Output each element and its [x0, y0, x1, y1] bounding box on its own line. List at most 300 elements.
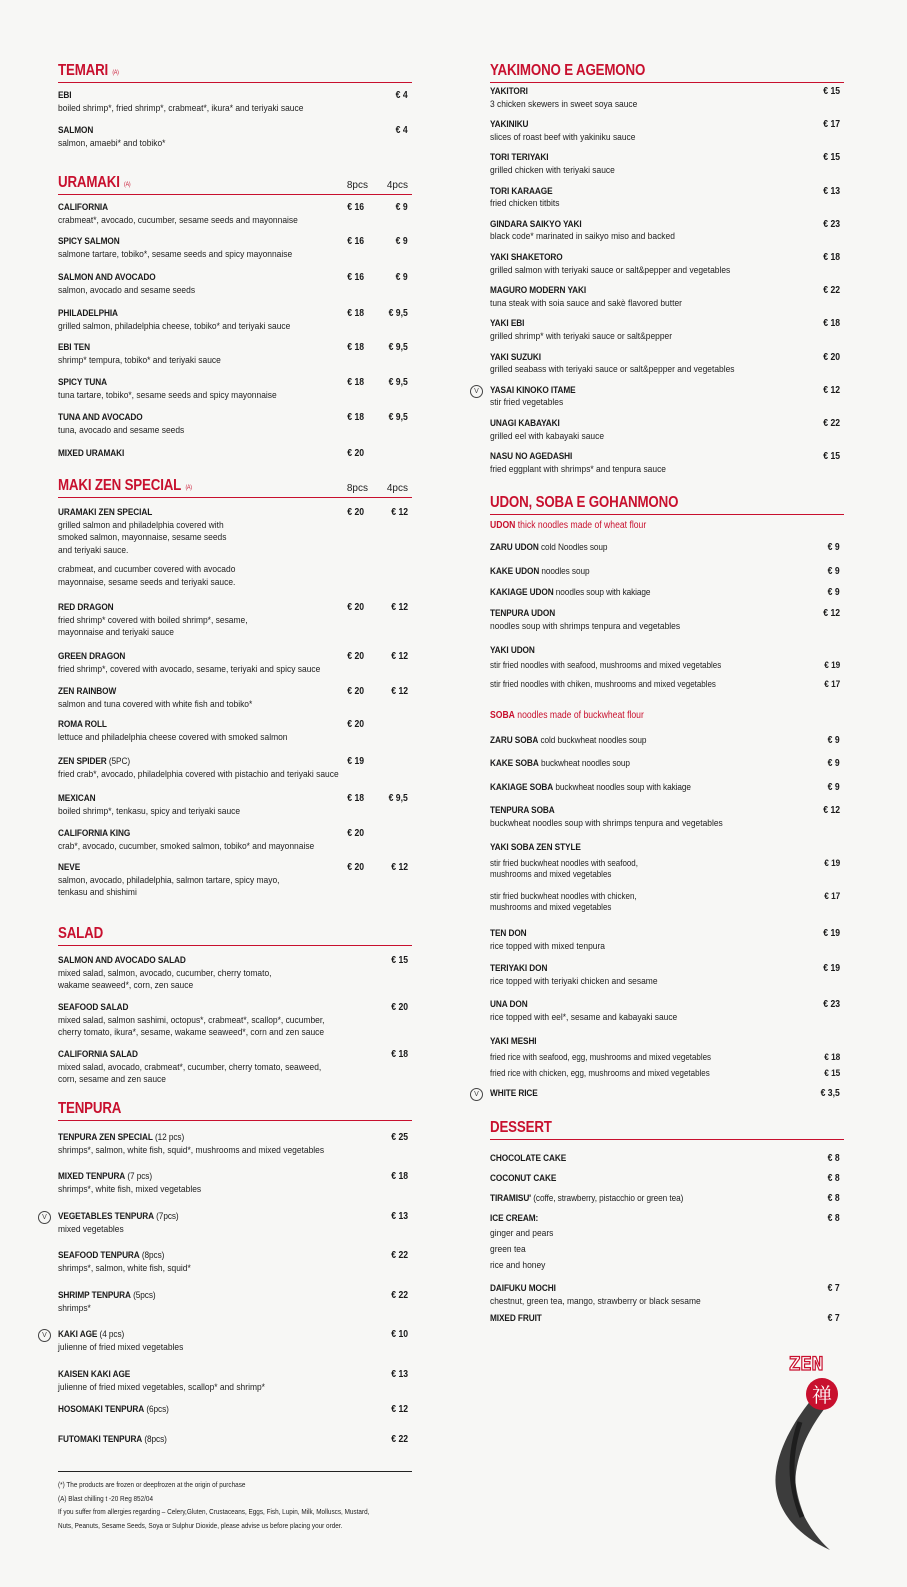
item-price-8pcs: € 16	[347, 202, 364, 213]
item-price-4pcs: € 12	[391, 686, 408, 697]
item-price: € 12	[391, 1404, 408, 1415]
item-name	[58, 1329, 124, 1342]
item-note: (5pcs)	[130, 1290, 156, 1301]
section-title: URAMAKI	[58, 174, 120, 191]
variant-text: stir fried noodles with seafood, mushrooms and mixed vegetables	[490, 659, 722, 670]
item-name-text: MIXED FRUIT	[490, 1313, 542, 1324]
item-desc: cherry tomato, ikura*, sesame, wakame seaweed*, corn and zen sauce	[58, 1027, 325, 1038]
item-name: GINDARA SAIKYO YAKI	[490, 218, 582, 230]
variant-text: stir fried noodles with chiken, mushrooms and mixed vegetables	[490, 678, 716, 689]
item-desc: and teriyaki sauce.	[58, 544, 129, 556]
item-name-text: CHOCOLATE CAKE	[490, 1153, 567, 1164]
item-desc: rice and honey	[490, 1259, 546, 1271]
item-inline-desc: noodles soup	[539, 566, 590, 577]
item-name-text: KAKE SOBA	[490, 758, 539, 769]
section-header	[58, 60, 412, 83]
item-desc: julienne of fried mixed vegetables, scallop* and shrimp*	[58, 1381, 265, 1393]
variant-price: € 19	[823, 857, 840, 868]
variant-text: fried rice with seafood, egg, mushrooms and mixed vegetables	[490, 1051, 712, 1062]
item-price-8pcs: € 18	[347, 412, 364, 423]
zen-logo	[770, 1352, 846, 1552]
menu-item	[58, 564, 412, 589]
item-note: (7 pcs)	[125, 1171, 153, 1182]
section-title: TENPURA	[58, 1100, 122, 1117]
item-price: € 20	[391, 1002, 408, 1013]
item-desc: rice topped with mixed tenpura	[490, 940, 605, 952]
item-desc: rice topped with eel*, sesame and kabayaki sauce	[490, 1011, 678, 1023]
item-name	[490, 758, 630, 771]
item-name: TORI TERIYAKI	[490, 152, 549, 164]
menu-item	[490, 418, 844, 443]
veg-icon: V	[470, 385, 483, 398]
menu-item	[490, 86, 844, 111]
item-name	[490, 1173, 556, 1186]
item-name	[58, 1250, 164, 1263]
section-title: TEMARI	[58, 62, 109, 79]
item-name-text: SEAFOOD TENPURA	[58, 1250, 140, 1261]
menu-item	[474, 1088, 844, 1101]
section-title: SALAD	[58, 925, 104, 942]
section-title: MAKI ZEN SPECIAL	[58, 477, 182, 494]
item-name-text: TENPURA ZEN SPECIAL	[58, 1132, 153, 1143]
menu-item	[490, 842, 844, 855]
item-name-text: KAKI AGE	[58, 1329, 98, 1340]
item-price: € 18	[823, 252, 840, 263]
item-name	[58, 1211, 179, 1224]
item-name-text: MEXICAN	[58, 793, 96, 804]
item-name-text: GREEN DRAGON	[58, 651, 126, 662]
item-desc: salmone tartare, tobiko*, sesame seeds and spicy mayonnaise	[58, 248, 293, 260]
item-desc: tuna steak with soia sauce and sakè flavored butter	[490, 297, 682, 309]
item-desc: chestnut, green tea, mango, strawberry or black sesame	[490, 1295, 701, 1307]
item-price: € 18	[391, 1049, 408, 1060]
item-name: PHILADELPHIA	[58, 308, 118, 319]
item-price-8pcs: € 18	[347, 342, 364, 353]
item-variant	[490, 857, 844, 879]
menu-item	[490, 735, 844, 748]
item-name-text: MIXED TENPURA	[58, 1171, 126, 1182]
item-price-8pcs: € 18	[347, 308, 364, 319]
col-head-4pcs: 4pcs	[386, 180, 408, 191]
item-name-text: TENPURA UDON	[490, 608, 556, 619]
item-desc: mixed salad, avocado, crabmeat*, cucumber, cherry tomato, seaweed,	[58, 1061, 322, 1073]
item-name: TEN DON	[490, 928, 527, 939]
item-variant	[490, 678, 844, 689]
soba-subheading	[490, 710, 802, 721]
item-desc: buckwheat noodles soup with shrimps tenpura and vegetables	[490, 817, 723, 829]
item-price: € 13	[391, 1211, 408, 1222]
item-name	[490, 805, 555, 818]
item-name: YAKINIKU	[490, 119, 529, 131]
menu-item	[490, 352, 844, 377]
item-name	[58, 1290, 156, 1303]
col-head-8pcs: 8pcs	[346, 483, 368, 494]
item-name	[58, 1171, 152, 1184]
item-inline-desc: cold buckwheat noodles soup	[538, 735, 647, 746]
item-desc: rice topped with teriyaki chicken and sesame	[490, 975, 658, 987]
item-desc: mixed salad, salmon sashimi, octopus*, crabmeat*, scallop*, cucumber,	[58, 1014, 325, 1026]
item-variant	[490, 1067, 844, 1078]
item-note: (8pcs)	[142, 1434, 167, 1445]
menu-item	[58, 412, 412, 437]
item-desc: salmon, avocado, philadelphia, salmon tartare, spicy mayo,	[58, 874, 280, 886]
variant-text: mushrooms and mixed vegetables	[490, 868, 612, 879]
item-name: TUNA AND AVOCADO	[58, 412, 143, 423]
menu-item	[474, 384, 844, 410]
item-price-4pcs: € 9	[396, 272, 408, 283]
item-desc: fried chicken titbits	[490, 198, 560, 210]
item-desc: fried shrimp*, covered with avocado, sesame, teriyaki and spicy sauce	[58, 663, 321, 675]
item-name-text: FUTOMAKI TENPURA	[58, 1434, 143, 1445]
item-name-text: CALIFORNIA KING	[58, 828, 131, 839]
item-name: SEAFOOD SALAD	[58, 1002, 129, 1013]
menu-item	[490, 608, 844, 633]
menu-item	[58, 342, 412, 367]
section-salad	[58, 923, 412, 1085]
item-price: € 20	[823, 351, 840, 363]
item-name: YAKI SHAKETORO	[490, 252, 563, 263]
item-name-text: TIRAMISU'	[490, 1193, 532, 1204]
menu-item	[490, 1173, 844, 1186]
menu-item	[58, 602, 412, 640]
item-inline-desc: (coffe, strawberry, pistacchio or green tea)	[531, 1193, 684, 1204]
section-title: DESSERT	[490, 1119, 552, 1136]
menu-item	[58, 1132, 412, 1157]
item-variant	[490, 659, 844, 670]
item-desc: ginger and pears	[490, 1227, 554, 1239]
item-name: YASAI KINOKO ITAME	[490, 384, 576, 396]
item-price: € 19	[823, 963, 840, 974]
menu-item	[490, 542, 844, 555]
menu-item	[42, 1329, 412, 1354]
item-name-text: RED DRAGON	[58, 602, 114, 613]
variant-price: € 19	[823, 659, 840, 670]
footer-line: Nuts, Peanuts, Sesame Seeds, Soya or Sulphur Dioxide, please advise us before placing your order.	[58, 1520, 343, 1530]
logo-kanji: 禅	[812, 1383, 832, 1407]
item-variant	[490, 1051, 844, 1062]
section-header	[490, 60, 844, 83]
item-price: € 18	[823, 318, 840, 330]
variant-price: € 15	[823, 1067, 840, 1078]
section-header	[490, 1117, 844, 1140]
item-price-4pcs: € 9,5	[388, 308, 408, 319]
menu-item	[58, 1171, 412, 1196]
item-name: NASU NO AGEDASHI	[490, 451, 573, 463]
item-name	[490, 735, 646, 748]
item-name-text: ZEN RAINBOW	[58, 686, 117, 697]
item-name: SALMON	[58, 125, 94, 136]
item-price-8pcs: € 19	[347, 756, 364, 767]
item-desc: salmon, amaebi* and tobiko*	[58, 137, 166, 149]
item-name: CALIFORNIA SALAD	[58, 1049, 138, 1060]
item-name	[490, 782, 691, 795]
menu-item	[58, 236, 412, 261]
menu-item	[490, 252, 844, 277]
item-name: MIXED URAMAKI	[58, 448, 125, 459]
item-price: € 4	[396, 125, 408, 136]
item-name	[58, 686, 116, 699]
item-name: MAGURO MODERN YAKI	[490, 285, 587, 297]
menu-item	[58, 756, 412, 781]
udon-subheading	[490, 520, 802, 531]
sub-label: UDON	[490, 520, 516, 531]
item-name-text: ZARU SOBA	[490, 735, 539, 746]
item-name: SALMON AND AVOCADO SALAD	[58, 955, 186, 966]
item-price: € 22	[823, 285, 840, 297]
item-desc: mayonnaise, sesame seeds and teriyaki sauce.	[58, 576, 236, 588]
item-name: SPICY TUNA	[58, 377, 107, 388]
item-desc: boiled shrimp*, tenkasu, spicy and teriyaki sauce	[58, 805, 241, 817]
item-desc: mixed salad, salmon, avocado, cucumber, cherry tomato,	[58, 967, 272, 979]
item-desc: slices of roast beef with yakiniku sauce	[490, 131, 636, 143]
section-dessert	[490, 1117, 844, 1324]
item-name: YAKITORI	[490, 86, 528, 97]
item-desc: fried eggplant with shrimps* and tenpura sauce	[490, 463, 666, 475]
item-price: € 8	[828, 1213, 840, 1224]
item-variant	[490, 890, 844, 912]
item-price: € 8	[828, 1193, 840, 1204]
item-name	[58, 1434, 167, 1447]
item-desc: 3 chicken skewers in sweet soya sauce	[490, 98, 638, 110]
menu-item	[490, 119, 844, 144]
item-price: € 25	[391, 1132, 408, 1143]
item-price: € 22	[391, 1434, 408, 1445]
item-name	[58, 1132, 184, 1145]
menu-item	[58, 651, 412, 676]
item-price-8pcs: € 20	[347, 651, 364, 662]
item-price: € 12	[823, 805, 840, 816]
item-name	[490, 566, 589, 579]
item-price-8pcs: € 20	[347, 719, 364, 730]
item-name: YAKI SUZUKI	[490, 351, 542, 363]
footer-line: (*) The products are frozen or deepfrozen at the origin of purchase	[58, 1480, 246, 1489]
menu-item	[58, 955, 412, 993]
item-name	[490, 1283, 556, 1296]
col-head-8pcs: 8pcs	[346, 180, 368, 191]
variant-price: € 18	[823, 1051, 840, 1062]
item-price: € 15	[823, 451, 840, 463]
item-name-text: ROMA ROLL	[58, 719, 107, 730]
item-price: € 15	[823, 152, 840, 164]
item-note: (4 pcs)	[97, 1329, 125, 1340]
section-temari	[58, 60, 412, 149]
item-price-4pcs: € 9,5	[388, 412, 408, 423]
section-title: UDON, SOBA E GOHANMONO	[490, 494, 679, 511]
veg-icon: V	[470, 1088, 483, 1101]
item-name-text: COCONUT CAKE	[490, 1173, 557, 1184]
item-note: (8pcs)	[139, 1250, 165, 1261]
item-desc: grilled salmon, philadelphia cheese, tobiko* and teriyaki sauce	[58, 320, 291, 332]
item-price-8pcs: € 18	[347, 377, 364, 388]
item-name-text: KAKIAGE UDON	[490, 587, 554, 598]
item-name-text: KAKE UDON	[490, 566, 540, 577]
item-name	[490, 1153, 566, 1166]
item-desc: salmon and tuna covered with white fish and tobiko*	[58, 698, 253, 710]
menu-item	[490, 645, 844, 658]
item-name-text: KAISEN KAKI AGE	[58, 1369, 131, 1380]
menu-item	[490, 451, 844, 476]
menu-item	[490, 1213, 844, 1274]
item-desc: tuna tartare, tobiko*, sesame seeds and spicy mayonnaise	[58, 389, 277, 401]
item-name: WHITE RICE	[490, 1088, 538, 1099]
variant-price: € 17	[823, 678, 840, 689]
item-price-8pcs: € 18	[347, 793, 364, 804]
col-head-4pcs: 4pcs	[386, 483, 408, 494]
item-desc: grilled shrimp* with teriyaki sauce or salt&pepper	[490, 330, 673, 342]
item-price-8pcs: € 20	[347, 828, 364, 839]
item-name	[58, 756, 130, 769]
item-name	[58, 1404, 169, 1417]
item-name	[58, 719, 107, 732]
menu-item	[58, 719, 412, 744]
item-name-text: ICE CREAM:	[490, 1213, 539, 1224]
item-desc: corn, sesame and zen sauce	[58, 1074, 166, 1085]
item-name: SPICY SALMON	[58, 236, 120, 247]
section-tag: (A)	[124, 182, 131, 188]
item-desc: tuna, avocado and sesame seeds	[58, 424, 185, 436]
item-price-4pcs: € 9	[396, 236, 408, 247]
menu-item	[490, 1193, 844, 1206]
item-name	[490, 587, 650, 600]
veg-icon: V	[38, 1329, 51, 1342]
item-price: € 22	[391, 1250, 408, 1261]
item-price-8pcs: € 20	[347, 507, 364, 518]
item-name-text: ZEN SPIDER	[58, 756, 107, 767]
item-price: € 9	[828, 542, 840, 553]
item-price: € 9	[828, 758, 840, 769]
section-title: YAKIMONO E AGEMONO	[490, 62, 646, 79]
item-name	[58, 507, 152, 520]
menu-item	[490, 566, 844, 579]
menu-item	[490, 1283, 844, 1308]
section-tag: (A)	[112, 70, 119, 76]
item-price: € 9	[828, 587, 840, 598]
item-name: UNAGI KABAYAKI	[490, 418, 560, 429]
menu-item	[58, 793, 412, 818]
item-price: € 23	[823, 218, 840, 230]
menu-item	[58, 1250, 412, 1275]
item-name-text: DAIFUKU MOCHI	[490, 1283, 556, 1294]
item-desc: julienne of fried mixed vegetables	[58, 1341, 184, 1353]
item-price: € 8	[828, 1153, 840, 1164]
item-desc: grilled eel with kabayaki sauce	[490, 430, 605, 442]
item-name	[490, 1193, 683, 1206]
item-desc: shrimps*, salmon, white fish, squid*, mushrooms and mixed vegetables	[58, 1144, 325, 1156]
item-desc: crab*, avocado, cucumber, smoked salmon, tobiko* and mayonnaise	[58, 840, 315, 852]
item-desc: shrimp* tempura, tobiko* and teriyaki sauce	[58, 354, 221, 366]
menu-item	[42, 1211, 412, 1236]
item-price: € 12	[823, 384, 840, 396]
item-name-text: HOSOMAKI TENPURA	[58, 1404, 145, 1415]
item-name: TERIYAKI DON	[490, 963, 548, 974]
item-price: € 9	[828, 566, 840, 577]
item-name: YAKI SOBA ZEN STYLE	[490, 842, 581, 853]
sub-text: noodles made of buckwheat flour	[514, 710, 644, 721]
section-uramaki	[58, 172, 412, 459]
menu-item	[58, 308, 412, 333]
variant-text: stir fried buckwheat noodles with seafood,	[490, 857, 638, 868]
item-desc: boiled shrimp*, fried shrimp*, crabmeat*, ikura* and teriyaki sauce	[58, 102, 304, 114]
item-desc: wakame seaweed*, corn, zen sauce	[58, 980, 194, 991]
menu-item	[58, 1369, 412, 1394]
item-price-4pcs: € 9,5	[388, 793, 408, 804]
item-price: € 3,5	[820, 1088, 840, 1099]
item-price: € 7	[828, 1283, 840, 1294]
section-tenpura	[42, 1098, 412, 1445]
footer-line: (A) Blast chilling t -20 Reg 852/04	[58, 1493, 154, 1503]
item-price: € 18	[391, 1171, 408, 1182]
item-name	[490, 1313, 542, 1326]
menu-item	[58, 686, 412, 711]
item-name	[58, 862, 80, 875]
menu-item	[490, 928, 844, 953]
item-price: € 12	[823, 608, 840, 619]
sub-text: thick noodles made of wheat flour	[515, 520, 647, 531]
menu-item	[490, 285, 844, 310]
item-price: € 22	[823, 418, 840, 429]
menu-item	[58, 1002, 412, 1040]
item-price-4pcs: € 9	[396, 202, 408, 213]
menu-item	[58, 828, 412, 853]
item-name-text: URAMAKI ZEN SPECIAL	[58, 507, 153, 518]
item-inline-desc: noodles soup with kakiage	[553, 587, 651, 598]
item-price-8pcs: € 20	[347, 862, 364, 873]
item-name: YAKI EBI	[490, 318, 525, 330]
item-price-4pcs: € 12	[391, 602, 408, 613]
item-desc: crabmeat, and cucumber covered with avocado	[58, 564, 236, 575]
menu-item	[58, 1434, 412, 1447]
logo-text: ZEN	[788, 1353, 824, 1375]
item-name	[58, 828, 130, 841]
item-note: (5PC)	[106, 756, 130, 767]
item-name: YAKI MESHI	[490, 1036, 537, 1047]
footer-notes	[58, 1471, 412, 1532]
item-price: € 15	[823, 86, 840, 97]
section-yakimono	[474, 60, 844, 475]
menu-item	[490, 219, 844, 244]
item-name	[490, 608, 555, 621]
item-desc: shrimps*	[58, 1302, 91, 1314]
item-desc: shrimps*, white fish, mixed vegetables	[58, 1183, 202, 1195]
menu-item	[58, 272, 412, 297]
menu-item	[490, 1313, 844, 1326]
veg-icon: V	[38, 1211, 51, 1224]
menu-item	[58, 377, 412, 402]
menu-item	[58, 1049, 412, 1087]
menu-item	[490, 186, 844, 211]
item-name: YAKI UDON	[490, 645, 535, 656]
item-name: EBI TEN	[58, 342, 90, 353]
item-price: € 9	[828, 782, 840, 793]
section-tag: (A)	[185, 485, 192, 491]
item-price-8pcs: € 16	[347, 272, 364, 283]
item-desc: green tea	[490, 1243, 526, 1255]
menu-item	[58, 448, 412, 461]
item-desc: crabmeat*, avocado, cucumber, sesame seeds and mayonnaise	[58, 214, 298, 226]
item-name: UNA DON	[490, 999, 528, 1010]
item-name: EBI	[58, 90, 72, 101]
footer-line: If you suffer from allergies regarding – Celery,Gluten, Crustaceans, Eggs, Fish, Lupin, Milk, Molluscs, Mustard,	[58, 1507, 370, 1516]
section-header	[58, 172, 412, 195]
item-desc: grilled seabass with teriyaki sauce or salt&pepper and vegetables	[490, 364, 735, 376]
item-price: € 7	[828, 1313, 840, 1324]
section-header	[58, 1098, 412, 1121]
item-name-text: VEGETABLES TENPURA	[58, 1211, 154, 1222]
item-name-text: ZARU UDON	[490, 542, 539, 553]
menu-item	[58, 1290, 412, 1315]
item-inline-desc: buckwheat noodles soup with kakiage	[553, 782, 691, 793]
item-name: SALMON AND AVOCADO	[58, 272, 156, 283]
